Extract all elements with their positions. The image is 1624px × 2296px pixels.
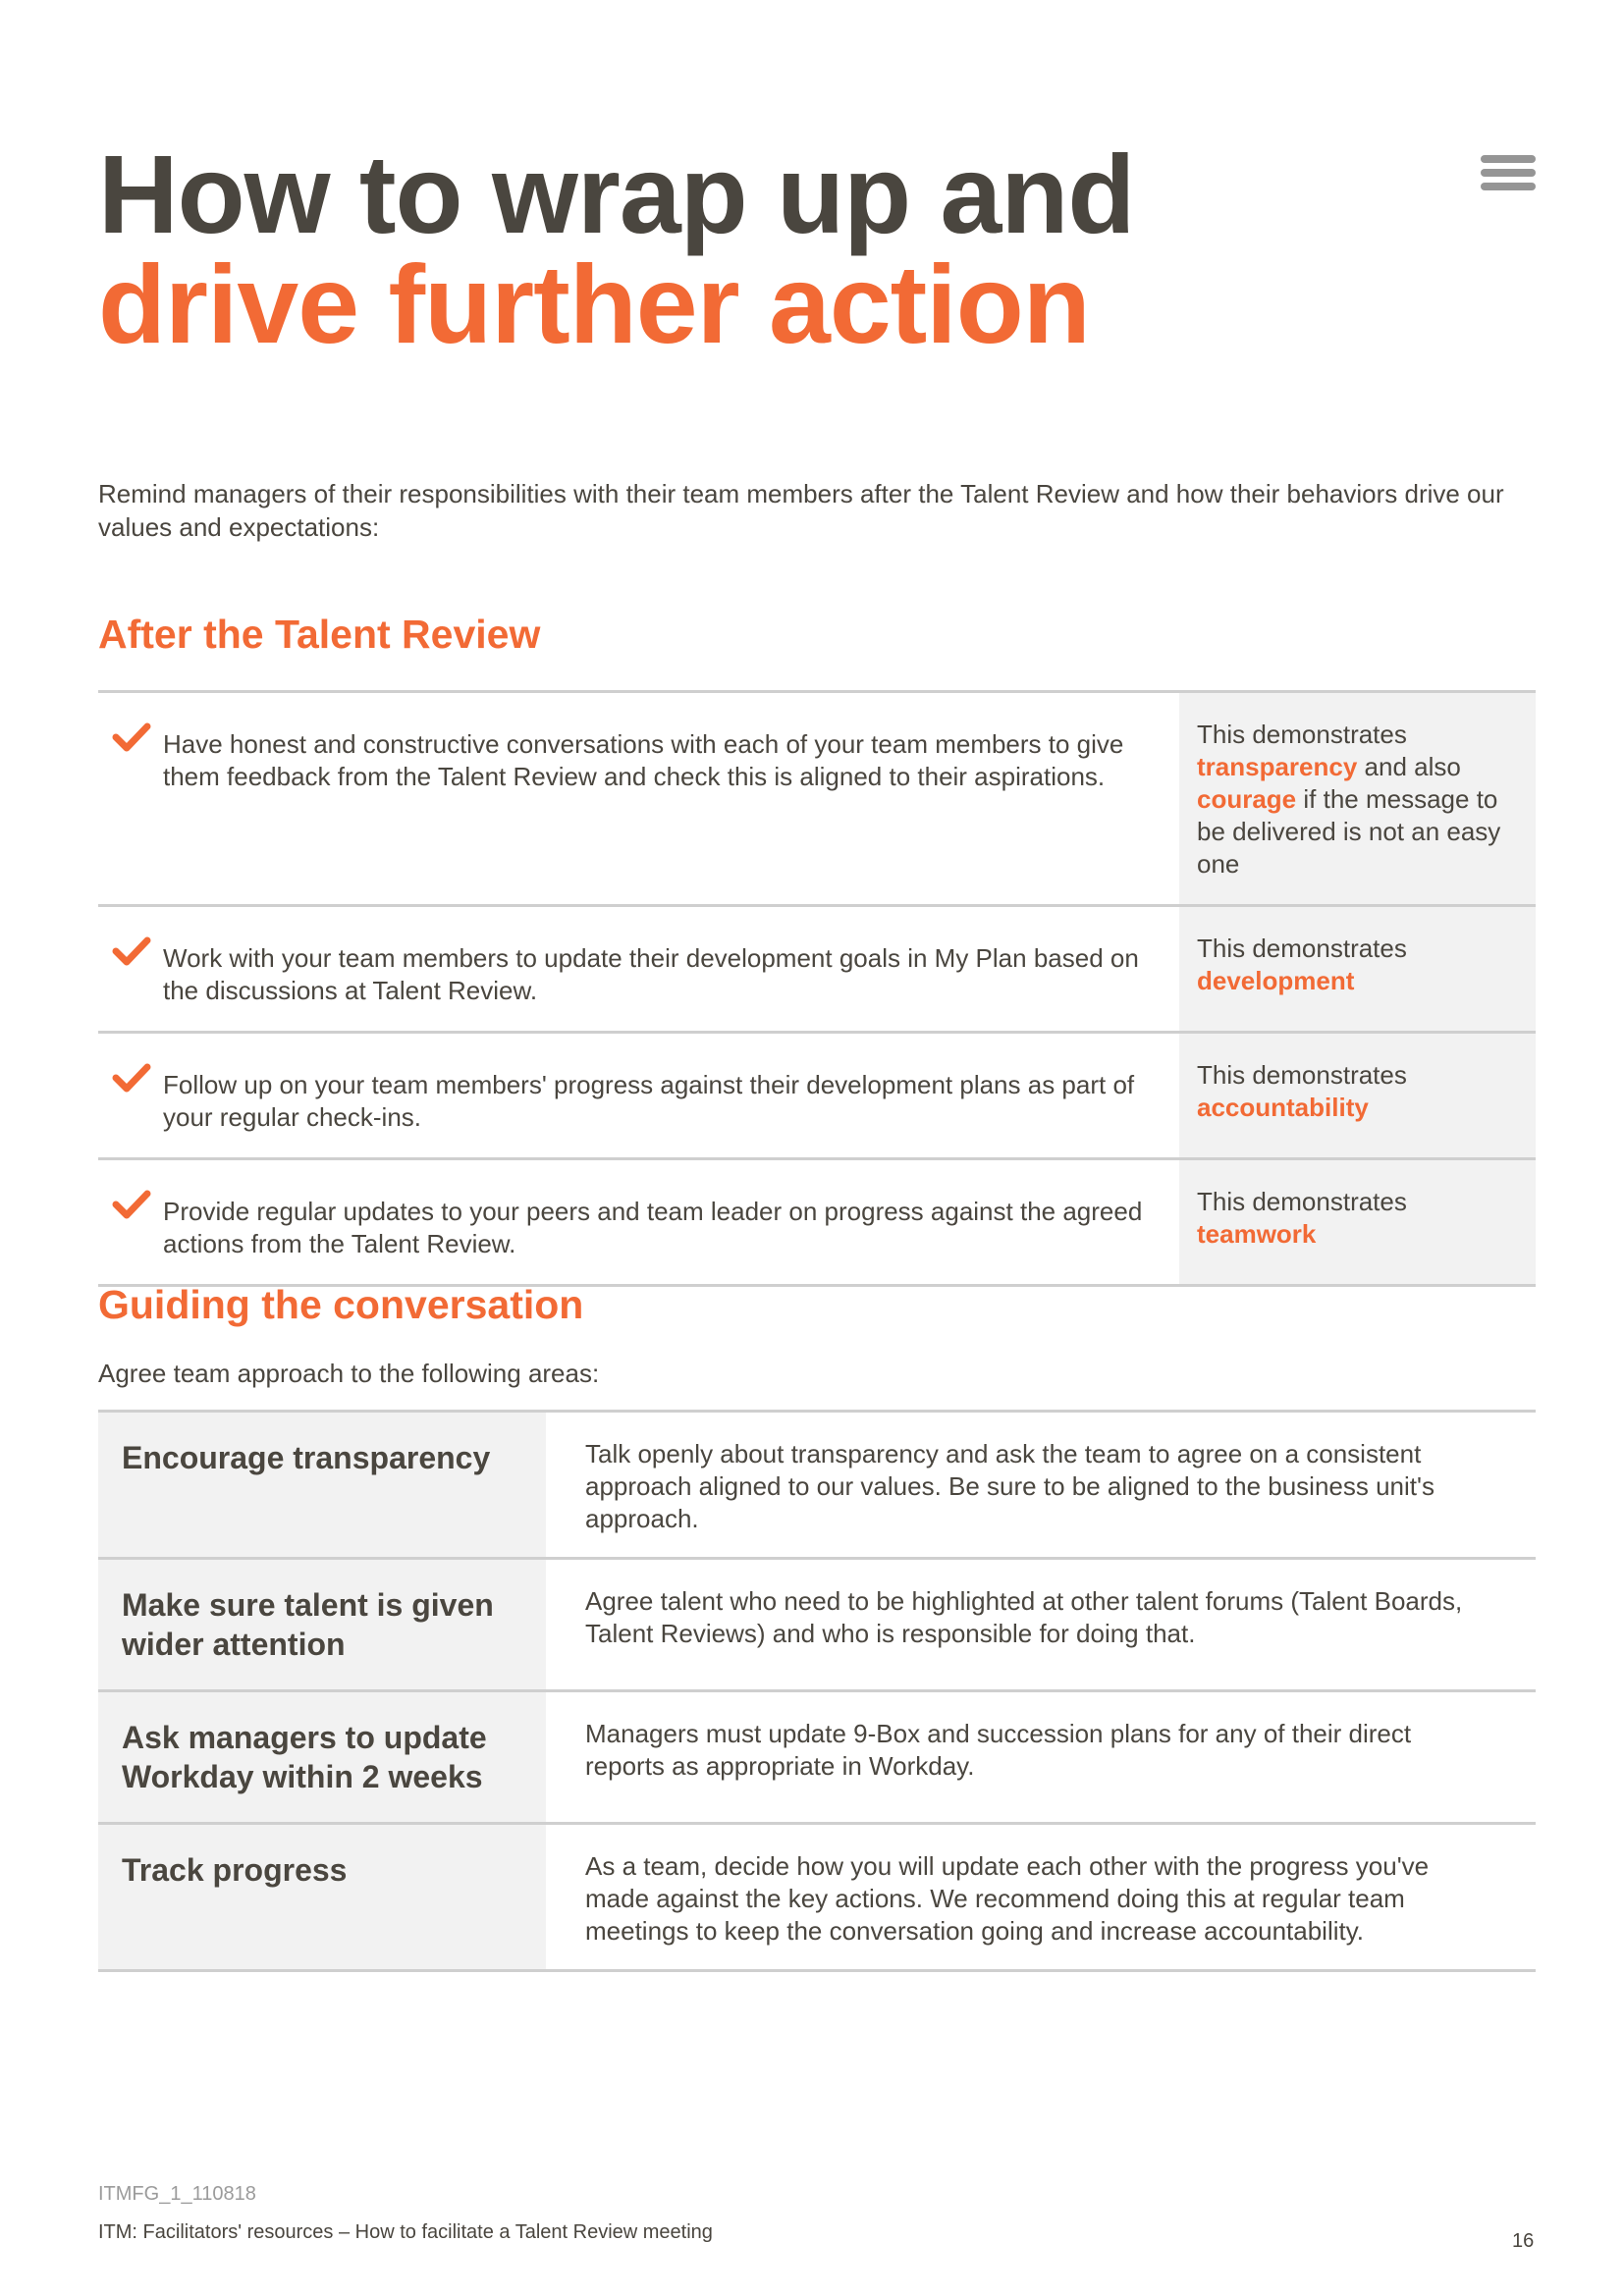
check-icon	[112, 1061, 151, 1095]
action-cell	[98, 1159, 1179, 1286]
after-review-heading: After the Talent Review	[98, 612, 541, 657]
value-cell	[1179, 1159, 1536, 1286]
action-text: Have honest and constructive conversations with each of your team members to give them feedback from the Talent Review and check this is aligned to their aspirations.	[163, 729, 1124, 791]
value-highlight: accountability	[1197, 1093, 1369, 1122]
table-row	[98, 1412, 1536, 1559]
value-suffix: if the message to be delivered is not an easy one	[1197, 784, 1501, 879]
after-review-table	[98, 690, 1536, 1287]
table-row	[98, 1159, 1536, 1286]
desc-cell: Talk openly about transparency and ask the team to agree on a consistent approach aligned to our values. Be sure to be aligned to the business unit's approach.	[585, 1439, 1435, 1533]
intro-text: Remind managers of their responsibilities with their team members after the Talent Review and how their behaviors drive our values and expectations:	[98, 479, 1504, 542]
table-row	[98, 1824, 1536, 1971]
check-icon	[112, 1188, 151, 1221]
value-middle: and also	[1357, 752, 1461, 781]
guiding-subtitle: Agree team approach to the following areas:	[98, 1359, 600, 1388]
desc-cell: As a team, decide how you will update each other with the progress you've made against the key actions. We recommend doing this at regular team meetings to keep the conversation going and increase accountability.	[585, 1851, 1430, 1946]
desc-cell: Managers must update 9-Box and succession plans for any of their direct reports as appropriate in Workday.	[585, 1719, 1412, 1781]
value-prefix: This demonstrates	[1197, 720, 1407, 749]
menu-icon-bar	[1481, 183, 1536, 190]
area-cell: Track progress	[98, 1824, 546, 1971]
guiding-table	[98, 1410, 1536, 1972]
document-code: ITMFG_1_110818	[98, 2183, 256, 2205]
action-text: Provide regular updates to your peers and team leader on progress against the agreed actions from the Talent Review.	[163, 1197, 1143, 1258]
value-highlight: courage	[1197, 784, 1297, 814]
action-cell	[98, 1033, 1179, 1159]
action-cell	[98, 692, 1179, 906]
check-icon	[112, 721, 151, 754]
value-prefix: This demonstrates	[1197, 1187, 1407, 1216]
value-prefix: This demonstrates	[1197, 1060, 1407, 1090]
menu-icon-bar	[1481, 169, 1536, 177]
action-cell	[98, 906, 1179, 1033]
value-cell	[1179, 906, 1536, 1033]
desc-cell: Agree talent who need to be highlighted at other talent forums (Talent Boards, Talent Reviews) and who is responsible for doing that.	[585, 1586, 1463, 1648]
title-line-2: drive further action	[98, 242, 1090, 366]
page-title	[98, 133, 1135, 366]
check-icon	[112, 934, 151, 968]
table-row	[98, 1559, 1536, 1691]
value-highlight: transparency	[1197, 752, 1358, 781]
value-cell	[1179, 692, 1536, 906]
table-row	[98, 906, 1536, 1033]
title-line-1: How to wrap up and	[98, 133, 1135, 256]
menu-icon-bar	[1481, 155, 1536, 163]
table-row	[98, 1033, 1536, 1159]
table-row	[98, 692, 1536, 906]
action-text: Work with your team members to update their development goals in My Plan based on the discussions at Talent Review.	[163, 943, 1139, 1005]
value-prefix: This demonstrates	[1197, 934, 1407, 963]
value-cell	[1179, 1033, 1536, 1159]
page-number: 16	[1512, 2230, 1535, 2252]
table-row	[98, 1691, 1536, 1824]
footer-doc-title: ITM: Facilitators' resources – How to facilitate a Talent Review meeting	[98, 2221, 713, 2243]
area-cell: Encourage transparency	[98, 1412, 546, 1559]
area-cell: Make sure talent is given wider attention	[98, 1559, 546, 1691]
area-cell: Ask managers to update Workday within 2 weeks	[98, 1691, 546, 1824]
menu-icon[interactable]	[1481, 155, 1536, 190]
action-text: Follow up on your team members' progress against their development plans as part of your regular check-ins.	[163, 1070, 1135, 1132]
value-highlight: teamwork	[1197, 1219, 1317, 1249]
guiding-heading: Guiding the conversation	[98, 1282, 584, 1327]
value-highlight: development	[1197, 966, 1355, 995]
